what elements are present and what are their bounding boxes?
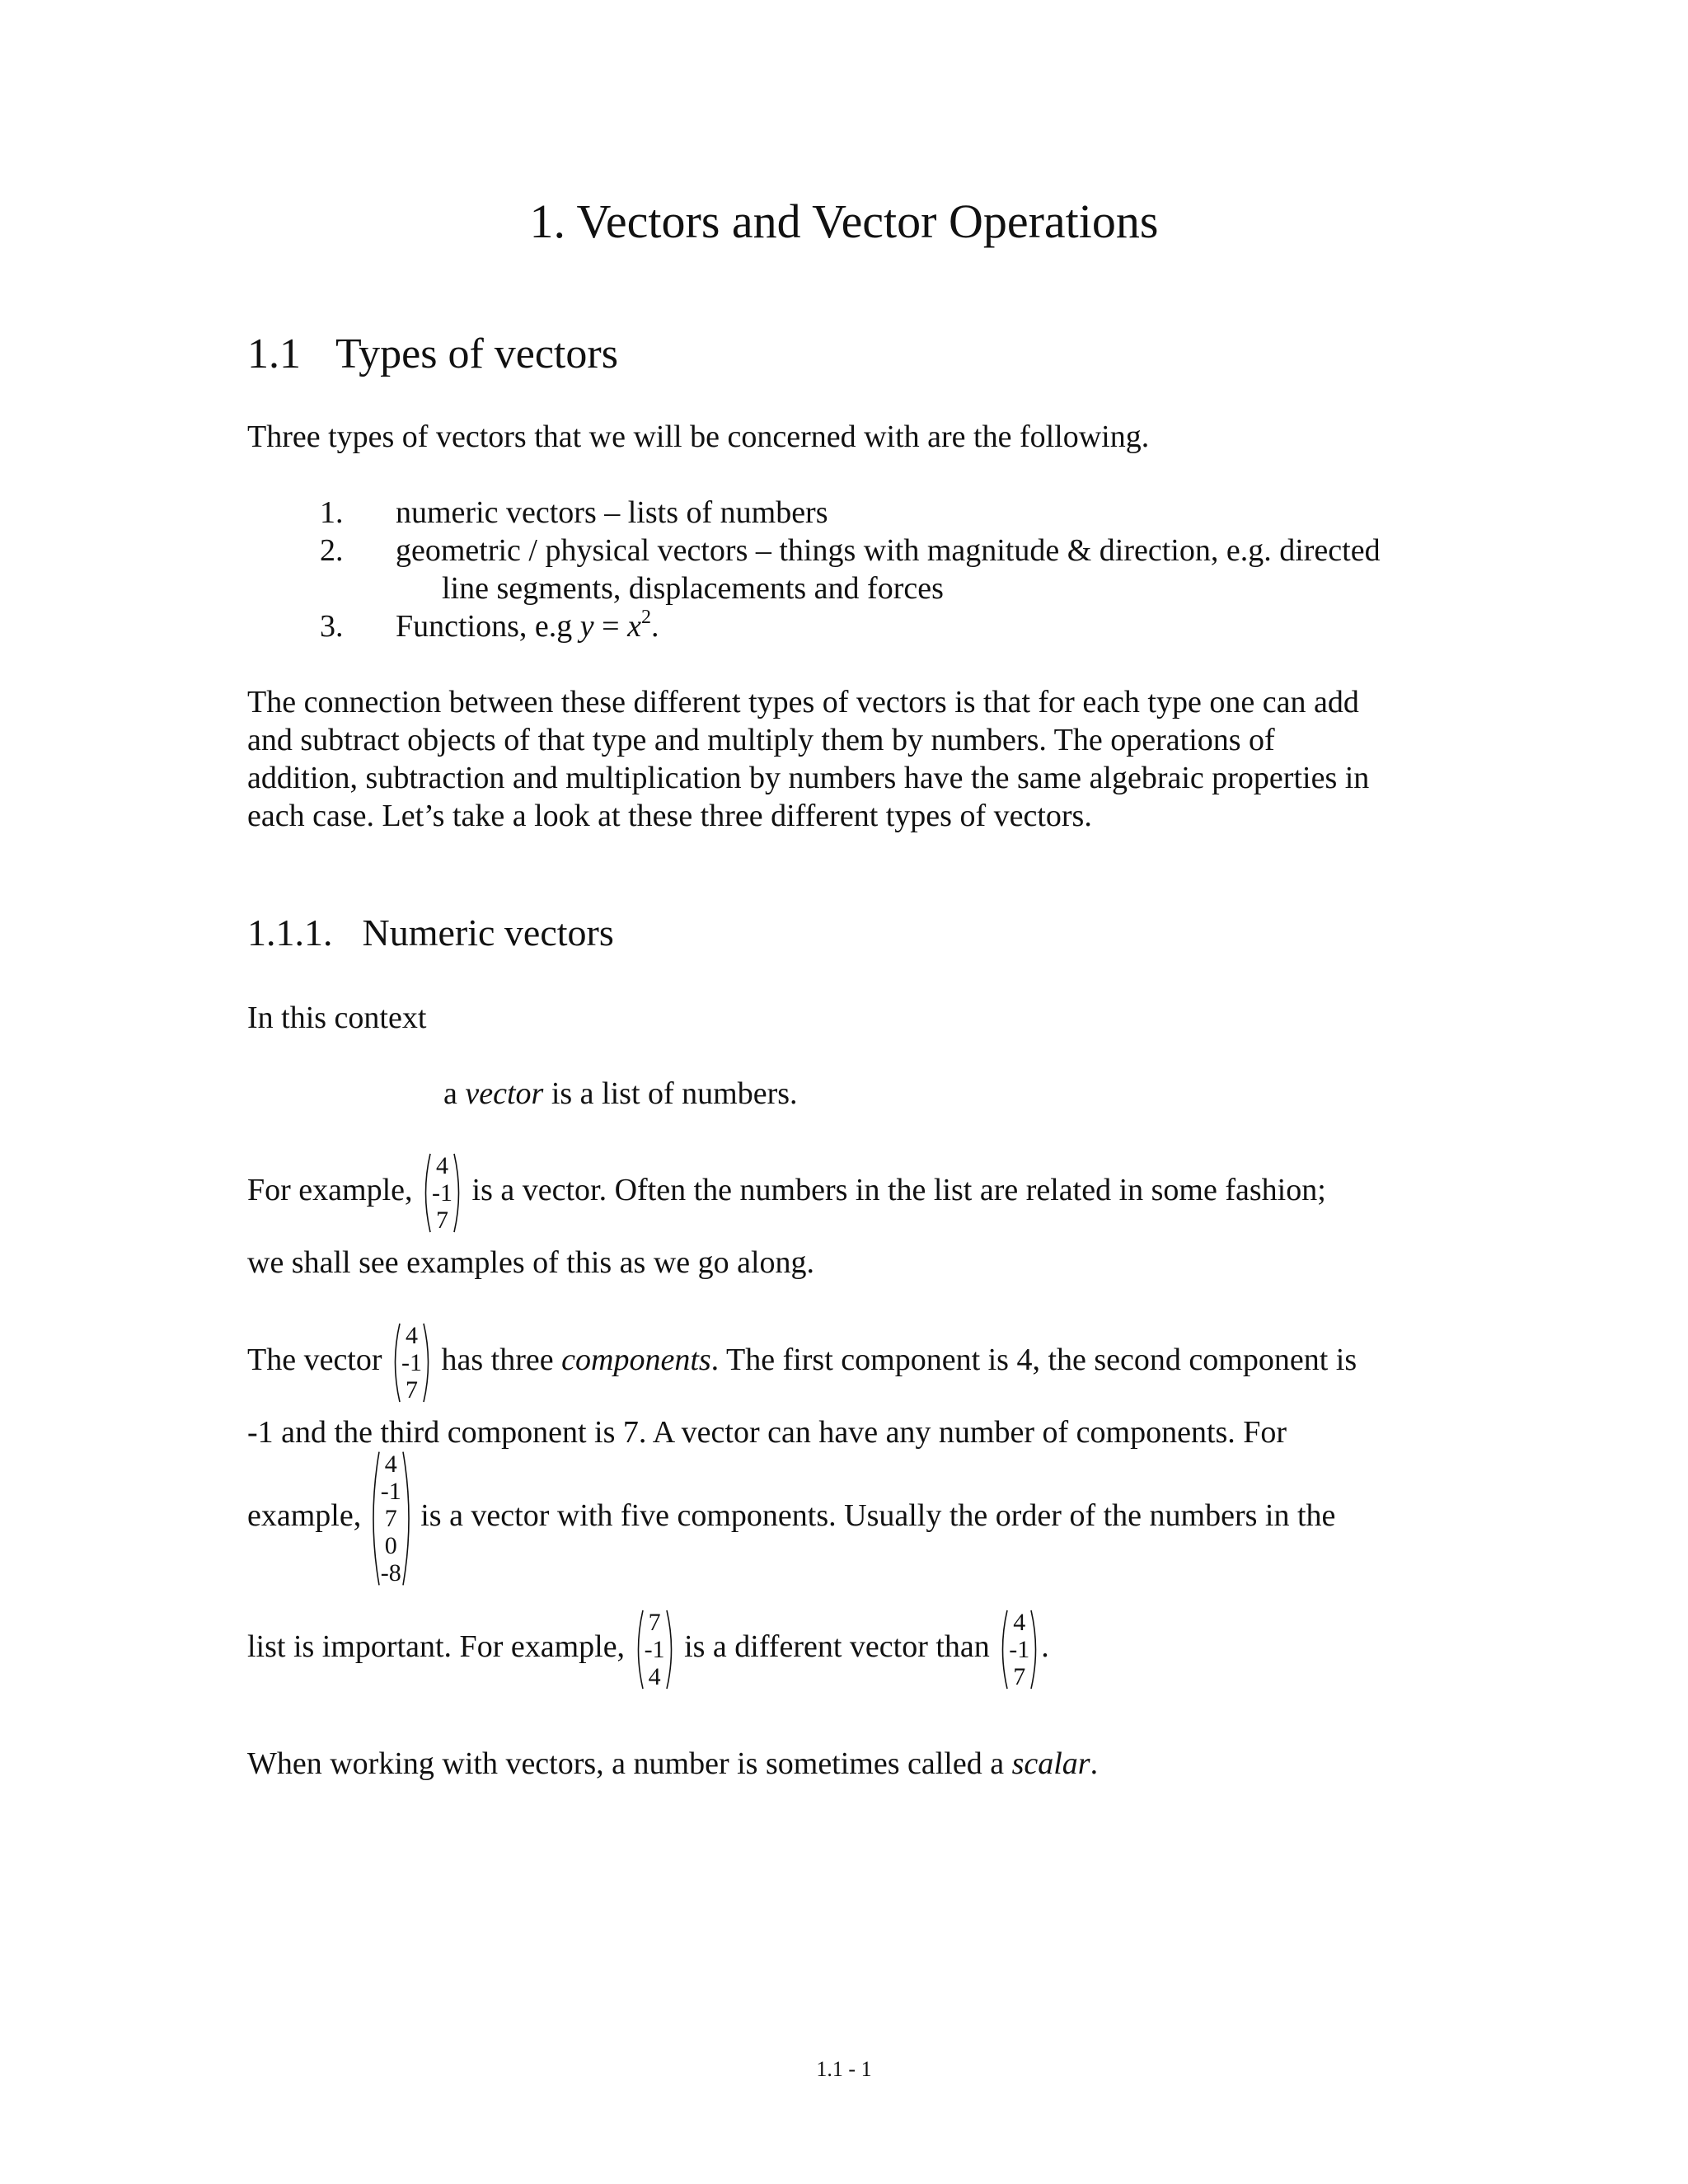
scalar-sentence [247,1746,1098,1782]
example-4-line [247,1609,1049,1690]
example-4-prefix: list is important. For example, [247,1629,633,1665]
example-2-mid: has three [434,1343,562,1378]
example-3-suffix: is a vector with five components. Usually the order of the numbers in the [412,1498,1336,1534]
connection-line-3: addition, subtraction and multiplication by numbers have the same algebraic properties in [247,761,1370,795]
vector-cell: 4 [1013,1609,1026,1636]
connection-line-1: The connection between these different types of vectors is that for each type one can add [247,685,1359,719]
list-item-2-continuation: line segments, displacements and forces [442,571,944,606]
vector-cell: 0 [384,1532,397,1559]
example-3-line [247,1451,1335,1586]
vector-cell: 4 [384,1451,397,1478]
vector-cell: -1 [644,1636,665,1663]
vector-example-2 [390,1322,434,1404]
equals-sign: = [593,609,628,644]
example-1-line-2: we shall see examples of this as we go along. [247,1245,815,1280]
vector-cell: 4 [406,1322,419,1349]
page-number: 1.1 - 1 [816,2057,872,2081]
vector-cell: -1 [1009,1636,1030,1663]
variable-y: y [579,609,594,644]
example-4-mid: is a different vector than [676,1629,998,1665]
vector-example-1 [420,1152,464,1234]
example-3-prefix: example, [247,1498,369,1534]
section-title: Types of vectors [335,330,618,377]
vector-cell: 7 [406,1376,419,1404]
exponent: 2 [640,607,651,628]
connection-line-2: and subtract objects of that type and multiply them by numbers. The operations of [247,723,1275,757]
subsection-title: Numeric vectors [362,912,614,954]
section-heading [247,330,618,378]
definition [443,1076,798,1112]
example-4-end: . [1041,1629,1049,1665]
subsection-heading [247,911,614,954]
vector-cell: -1 [401,1349,423,1376]
example-2-prefix: The vector [247,1343,391,1378]
vector-example-4b [997,1609,1041,1690]
connection-line-4: each case. Let’s take a look at these three different types of vectors. [247,799,1092,833]
vector-cell: 4 [648,1663,661,1690]
definition-prefix: a [443,1076,466,1111]
vector-cell: 7 [436,1207,449,1234]
list-item-1: numeric vectors – lists of numbers [396,495,828,530]
vector-cell: -1 [380,1478,401,1505]
list-item-3 [396,608,659,644]
components-term: components [561,1343,711,1378]
example-2-suffix: . The first component is 4, the second component is [710,1343,1357,1378]
vector-cell: 7 [1013,1663,1026,1690]
vector-cell: 7 [384,1505,397,1532]
example-2-line-2: -1 and the third component is 7. A vector can have any number of components. For [247,1415,1287,1450]
vector-cell: 4 [436,1152,449,1179]
scalar-end: . [1090,1746,1099,1781]
intro-text: Three types of vectors that we will be concerned with are the following. [247,419,1150,454]
page-title: 1. Vectors and Vector Operations [529,194,1159,248]
vector-example-4a [633,1609,677,1690]
subsection-number: 1.1.1. [247,912,333,954]
definition-term: vector [465,1076,544,1111]
vector-cell: -1 [432,1179,453,1207]
list-number-3: 3. [320,609,344,644]
context-text: In this context [247,1001,427,1035]
list-number-1: 1. [320,495,344,530]
vector-cell: -8 [380,1559,401,1586]
list-number-2: 2. [320,533,344,568]
variable-x: x [627,609,641,644]
list-item-3-end: . [650,609,659,644]
scalar-term: scalar [1011,1746,1090,1781]
list-item-3-prefix: Functions, e.g [396,609,580,644]
definition-suffix: is a list of numbers. [543,1076,798,1111]
vector-example-3 [369,1451,413,1586]
list-item-2: geometric / physical vectors – things with magnitude & direction, e.g. directed [396,533,1381,568]
section-number: 1.1 [247,330,301,377]
example-1-prefix: For example, [247,1173,421,1208]
example-2-line [247,1322,1357,1404]
example-1-line [247,1152,1326,1234]
example-1-suffix: is a vector. Often the numbers in the list are related in some fashion; [464,1173,1326,1208]
scalar-prefix: When working with vectors, a number is sometimes called a [247,1746,1012,1781]
vector-cell: 7 [648,1609,661,1636]
